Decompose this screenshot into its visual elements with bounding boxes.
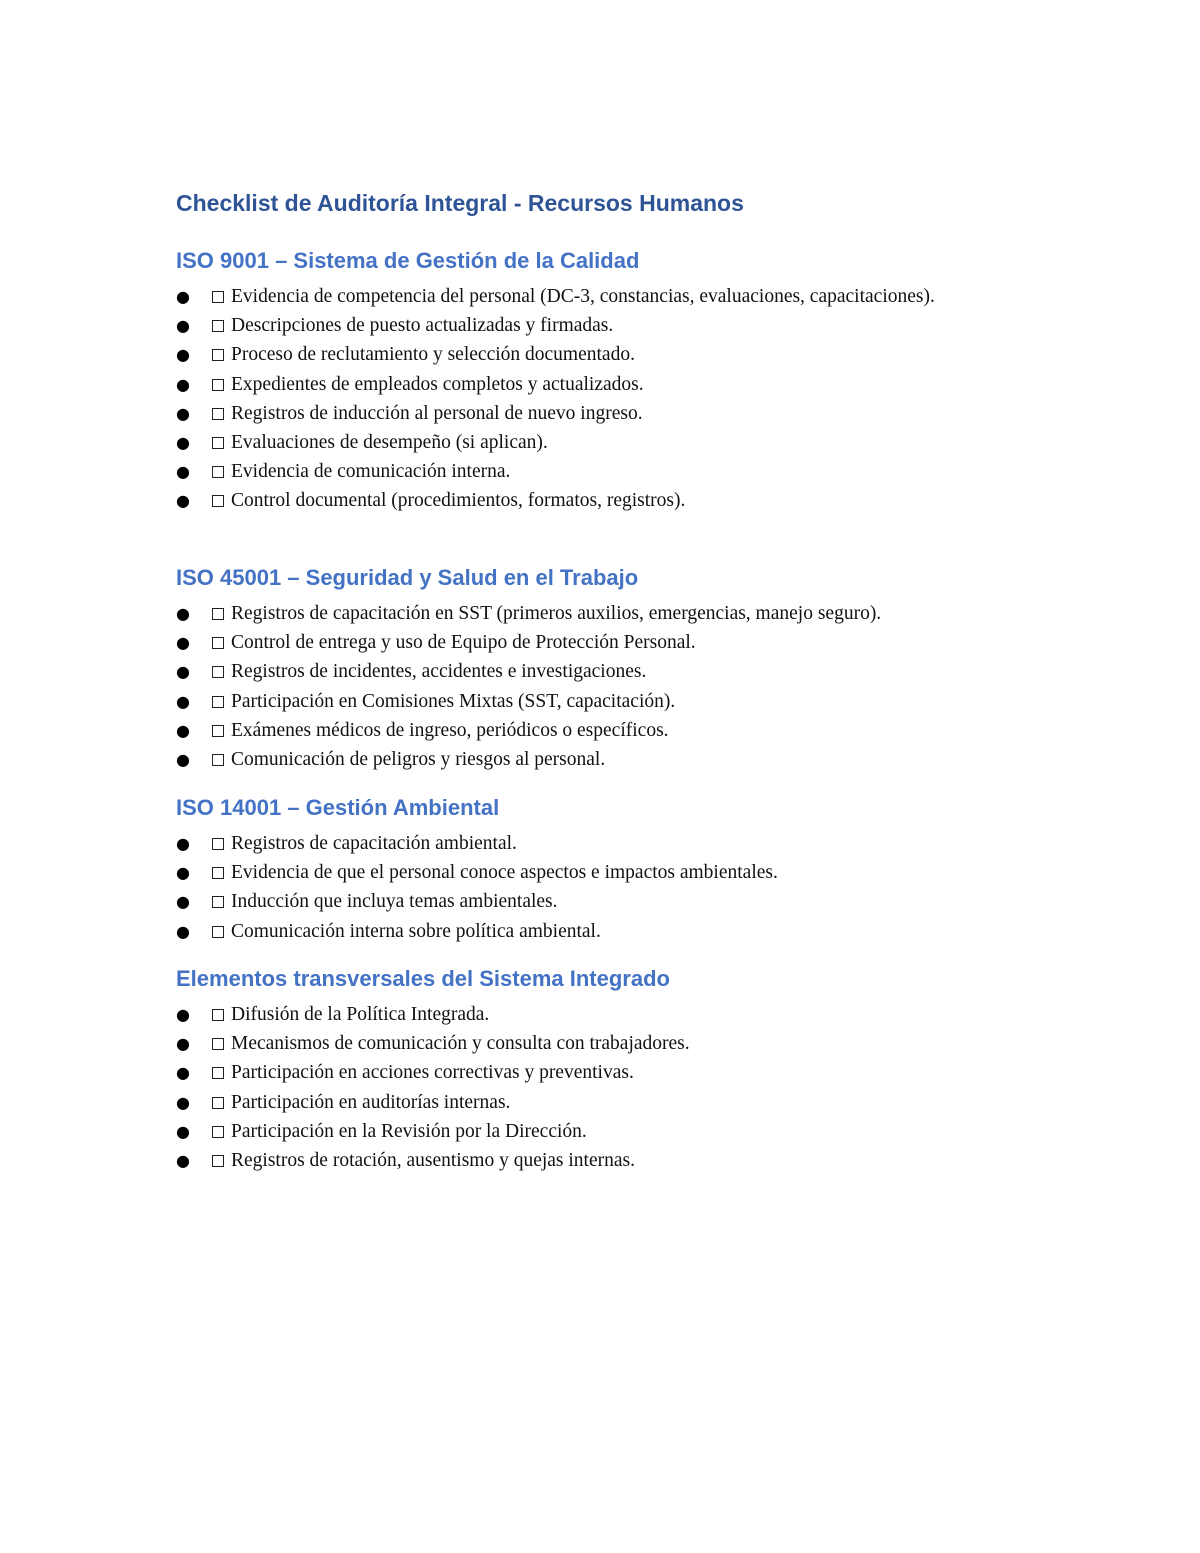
checklist-item-text: Evidencia de que el personal conoce aspectos e impactos ambientales. [231, 862, 778, 884]
bullet-icon: ● [176, 287, 190, 306]
checkbox-icon [212, 408, 224, 420]
checklist-item [176, 1088, 1036, 1117]
bullet-icon: ● [176, 403, 190, 423]
checklist-item [176, 1058, 1036, 1087]
section-iso-45001 [176, 563, 1036, 774]
bullet-icon: ● [176, 345, 190, 365]
bullet-icon: ● [176, 662, 190, 682]
bullet-icon: ● [176, 633, 190, 653]
checklist-item-text: Registros de rotación, ausentismo y quejas internas. [231, 1150, 635, 1172]
checkbox-icon [212, 696, 224, 708]
bullet-icon: ● [176, 1151, 190, 1171]
checkbox-icon [212, 1038, 224, 1050]
checklist-item [176, 687, 1036, 716]
checklist-item [176, 829, 1036, 858]
bullet-icon: ● [176, 921, 190, 941]
checkbox-icon [212, 1009, 224, 1021]
checkbox-icon [212, 867, 224, 879]
bullet-icon: ● [176, 892, 190, 912]
checklist-item-text: Evaluaciones de desempeño (si aplican). [231, 432, 548, 454]
bullet-icon: ● [176, 433, 190, 453]
checkbox-icon [212, 349, 224, 361]
bullet-icon: ● [176, 1063, 190, 1083]
checkbox-icon [212, 754, 224, 766]
checklist-item [176, 1029, 1036, 1058]
checklist-item [176, 599, 1036, 628]
checklist-item-text: Control documental (procedimientos, formatos, registros). [231, 490, 686, 512]
section-heading: Elementos transversales del Sistema Integrado [176, 966, 670, 991]
checklist-item [176, 486, 1036, 515]
checklist-item-text: Comunicación de peligros y riesgos al personal. [231, 749, 606, 771]
checklist-item-text: Evidencia de competencia del personal (DC-3, constancias, evaluaciones, capacitaciones). [231, 286, 935, 307]
section-iso-9001 [176, 246, 1036, 516]
bullet-icon: ● [176, 1092, 190, 1112]
bullet-icon: ● [176, 750, 190, 770]
section-heading: ISO 9001 – Sistema de Gestión de la Calidad [176, 248, 640, 273]
checkbox-icon [212, 838, 224, 850]
checklist-item-text: Mecanismos de comunicación y consulta con trabajadores. [231, 1033, 690, 1055]
bullet-icon: ● [176, 863, 190, 883]
checklist-item [176, 716, 1036, 745]
checklist-item [176, 1000, 1036, 1029]
checklist-item [176, 370, 1036, 399]
checklist-item [176, 745, 1036, 774]
checkbox-icon [212, 896, 224, 908]
checklist [176, 282, 1036, 516]
checklist-item-text: Registros de capacitación en SST (primeros auxilios, emergencias, manejo seguro). [231, 603, 882, 624]
checklist-item [176, 917, 1036, 946]
checklist-item-text: Control de entrega y uso de Equipo de Protección Personal. [231, 632, 696, 654]
checklist-item [176, 282, 1036, 311]
checklist-item [176, 457, 1036, 486]
checklist-item [176, 340, 1036, 369]
checklist-item-text: Difusión de la Política Integrada. [231, 1004, 490, 1025]
checklist-item [176, 1117, 1036, 1146]
checkbox-icon [212, 608, 224, 620]
bullet-icon: ● [176, 462, 190, 482]
checklist-item-text: Participación en la Revisión por la Dirección. [231, 1120, 587, 1142]
checklist-item [176, 1146, 1036, 1175]
section-heading: ISO 45001 – Seguridad y Salud en el Trabajo [176, 565, 639, 590]
checklist [176, 599, 1036, 774]
checklist [176, 1000, 1036, 1175]
checklist-item-text: Participación en Comisiones Mixtas (SST, capacitación). [231, 690, 676, 712]
bullet-icon: ● [176, 1005, 190, 1024]
checklist-item [176, 428, 1036, 457]
checklist-item [176, 311, 1036, 340]
checklist-item-text: Registros de inducción al personal de nuevo ingreso. [231, 402, 643, 424]
bullet-icon: ● [176, 691, 190, 711]
bullet-icon: ● [176, 834, 190, 853]
checkbox-icon [212, 379, 224, 391]
checkbox-icon [212, 666, 224, 678]
checklist-item-text: Comunicación interna sobre política ambiental. [231, 920, 601, 942]
checkbox-icon [212, 1067, 224, 1079]
checkbox-icon [212, 926, 224, 938]
checklist-item-text: Descripciones de puesto actualizadas y firmadas. [231, 315, 614, 337]
checklist-item [176, 399, 1036, 428]
checklist-item-text: Proceso de reclutamiento y selección documentado. [231, 344, 635, 366]
bullet-icon: ● [176, 720, 190, 740]
checklist-item-text: Registros de capacitación ambiental. [231, 833, 517, 854]
checklist-item-text: Registros de incidentes, accidentes e investigaciones. [231, 661, 647, 683]
checklist-item [176, 657, 1036, 686]
checkbox-icon [212, 1126, 224, 1138]
checklist [176, 829, 1036, 946]
section-heading: ISO 14001 – Gestión Ambiental [176, 795, 500, 820]
section-iso-14001 [176, 793, 1036, 946]
bullet-icon: ● [176, 374, 190, 394]
checkbox-icon [212, 320, 224, 332]
checklist-item-text: Participación en acciones correctivas y preventivas. [231, 1062, 634, 1084]
checklist-item [176, 887, 1036, 916]
bullet-icon: ● [176, 604, 190, 623]
checkbox-icon [212, 637, 224, 649]
bullet-icon: ● [176, 1034, 190, 1054]
bullet-icon: ● [176, 1121, 190, 1141]
document-title: Checklist de Auditoría Integral - Recursos Humanos [176, 190, 744, 216]
checklist-item-text: Exámenes médicos de ingreso, periódicos o específicos. [231, 719, 669, 741]
checklist-item-text: Expedientes de empleados completos y actualizados. [231, 373, 644, 395]
checklist-item-text: Participación en auditorías internas. [231, 1091, 511, 1113]
checkbox-icon [212, 437, 224, 449]
bullet-icon: ● [176, 491, 190, 511]
checklist-item-text: Evidencia de comunicación interna. [231, 461, 511, 483]
checklist-item [176, 858, 1036, 887]
checkbox-icon [212, 1097, 224, 1109]
checkbox-icon [212, 1155, 224, 1167]
checklist-item [176, 628, 1036, 657]
section-transversales [176, 964, 1036, 1175]
checkbox-icon [212, 495, 224, 507]
bullet-icon: ● [176, 316, 190, 336]
checkbox-icon [212, 466, 224, 478]
checkbox-icon [212, 725, 224, 737]
checkbox-icon [212, 291, 224, 303]
checklist-item-text: Inducción que incluya temas ambientales. [231, 891, 558, 913]
